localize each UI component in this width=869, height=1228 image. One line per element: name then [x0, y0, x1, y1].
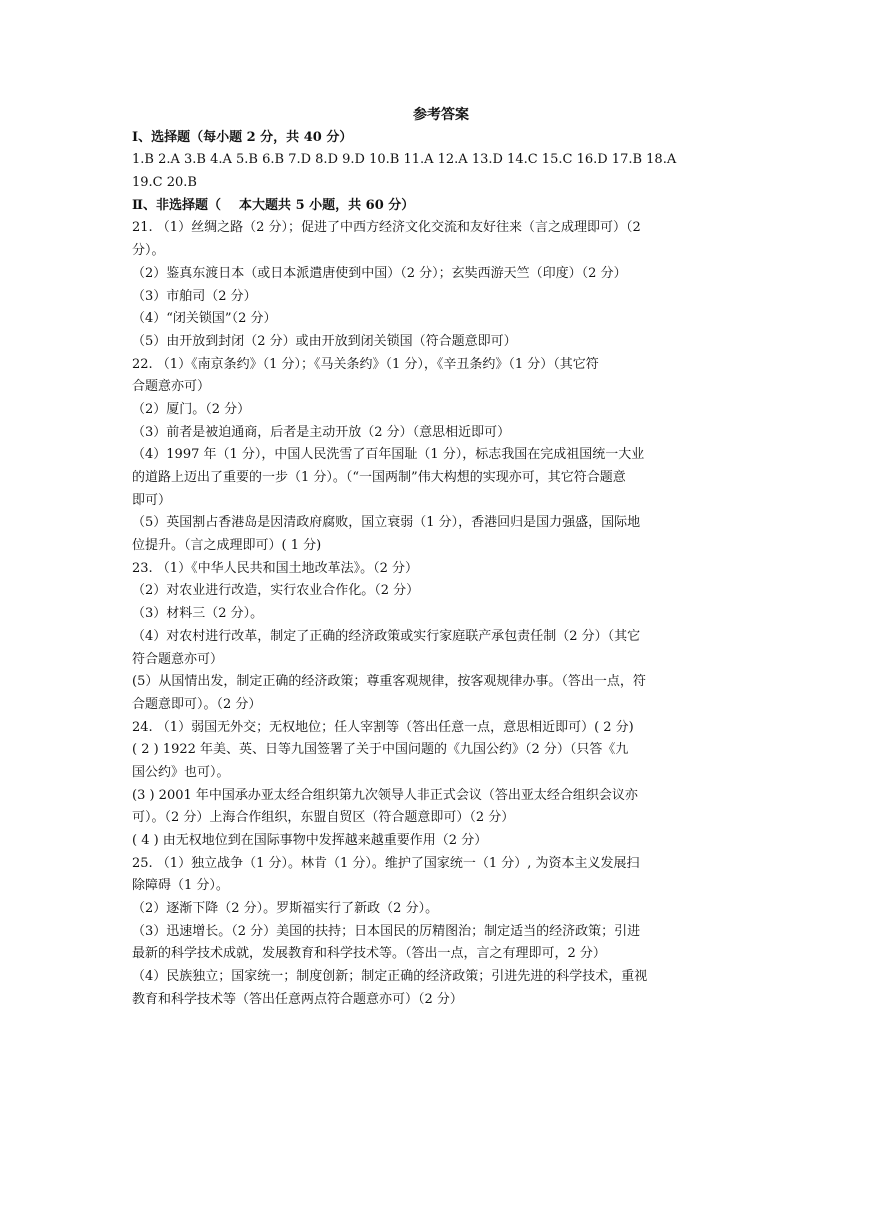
answer-line: 即可） [132, 492, 172, 508]
answer-line: 除障碍（1 分）。 [132, 878, 229, 894]
section2-heading: Ⅱ、非选择题（ 本大题共 5 小题，共 60 分） [132, 197, 415, 213]
answer-line: ( 2 ) 1922 年美、英、日等九国签署了关于中国问题的《九国公约》（2 分）（只答《九 [132, 742, 629, 758]
answer-line: 22. （1）《南京条约》（1 分）；《马关条约》（1 分），《辛丑条约》（1 分）（其它符 [132, 356, 599, 372]
choice-answers-line-1: 1.B 2.A 3.B 4.A 5.B 6.B 7.D 8.D 9.D 10.B 11.A 12.A 13.D 14.C 15.C 16.D 17.B 18.A [132, 152, 677, 168]
section1-heading: Ⅰ、选择题（每小题 2 分，共 40 分） [132, 129, 353, 145]
answer-line: 位提升。（言之成理即可）( 1 分) [132, 538, 322, 554]
answer-line: （4）对农村进行改革，制定了正确的经济政策或实行家庭联产承包责任制（2 分）（其它 [132, 628, 641, 644]
answer-line: 教育和科学技术等（答出任意两点符合题意亦可）（2 分） [132, 991, 463, 1007]
answer-line: （3）市舶司（2 分） [132, 288, 257, 304]
answer-line: （3）迅速增长。（2 分）美国的扶持；日本国民的厉精图治；制定适当的经济政策；引进 [132, 923, 641, 939]
answer-line: （5）英国割占香港岛是因清政府腐败，国立衰弱（1 分），香港回归是国力强盛，国际地 [132, 515, 641, 531]
answer-line: ( 4 ) 由无权地位到在国际事物中发挥越来越重要作用（2 分） [132, 833, 488, 848]
answer-line: （4）1997 年（1 分），中国人民洗雪了百年国耻（1 分），标志我国在完成祖国统一大业 [132, 447, 645, 463]
choice-answers-line-2: 19.C 20.B [132, 175, 197, 191]
answer-line: （3）材料三（2 分）。 [132, 606, 264, 622]
answer-line: 的道路上迈出了重要的一步（1 分）。（“一国两制”伟大构想的实现亦可，其它符合题意 [132, 470, 626, 485]
answer-line: 分）。 [132, 243, 165, 259]
answer-line: (5）从国情出发，制定正确的经济政策；尊重客观规律，按客观规律办事。（答出一点，符 [132, 674, 646, 690]
answer-line: （4）“闭关锁国”（2 分） [132, 311, 277, 327]
answer-line: 最新的科学技术成就，发展教育和科学技术等。（答出一点，言之有理即可，2 分） [132, 946, 606, 962]
answer-line: （2）鉴真东渡日本（或日本派遣唐使到中国）（2 分）；玄奘西游天竺（印度）（2 分） [132, 265, 627, 281]
answer-line: 25. （1）独立战争（1 分）。林肯（1 分）。维护了国家统一（1 分）, 为资本主义发展扫 [132, 855, 640, 871]
answer-line: （2）对农业进行改造，实行农业合作化。（2 分） [132, 583, 420, 599]
page-title: 参考答案 [413, 107, 469, 123]
answer-line: 24. （1）弱国无外交；无权地位；任人宰割等（答出任意一点，意思相近即可）( 2 分) [132, 719, 634, 735]
answer-line: 合题意亦可） [132, 379, 211, 395]
answer-lines [132, 217, 744, 1011]
answer-line: 合题意即可）。（2 分） [132, 696, 262, 712]
answer-line: （2）厦门。（2 分） [132, 401, 251, 417]
answer-document [132, 104, 744, 1012]
answer-line: 可）。（2 分）上海合作组织，东盟自贸区（符合题意即可）（2 分） [132, 810, 515, 826]
answer-line: (3 ) 2001 年中国承办亚太经合组织第九次领导人非正式会议（答出亚太经合组织会议亦 [132, 787, 638, 803]
answer-line: 21. （1）丝绸之路（2 分）；促进了中西方经济文化交流和友好往来（言之成理即可）（2 [132, 220, 641, 236]
answer-line: （5）由开放到封闭（2 分）或由开放到闭关锁国（符合题意即可） [132, 333, 517, 349]
answer-line: 23. （1）《中华人民共和国土地改革法》。（2 分） [132, 560, 418, 576]
answer-line: （2）逐渐下降（2 分）。罗斯福实行了新政（2 分）。 [132, 901, 439, 917]
answer-line: （3）前者是被迫通商，后者是主动开放（2 分）（意思相近即可） [132, 424, 511, 440]
answer-line: 国公约》也可）。 [132, 764, 230, 780]
answer-line: 符合题意亦可） [132, 651, 224, 667]
answer-line: （4）民族独立；国家统一；制度创新；制定正确的经济政策；引进先进的科学技术，重视 [132, 969, 648, 985]
